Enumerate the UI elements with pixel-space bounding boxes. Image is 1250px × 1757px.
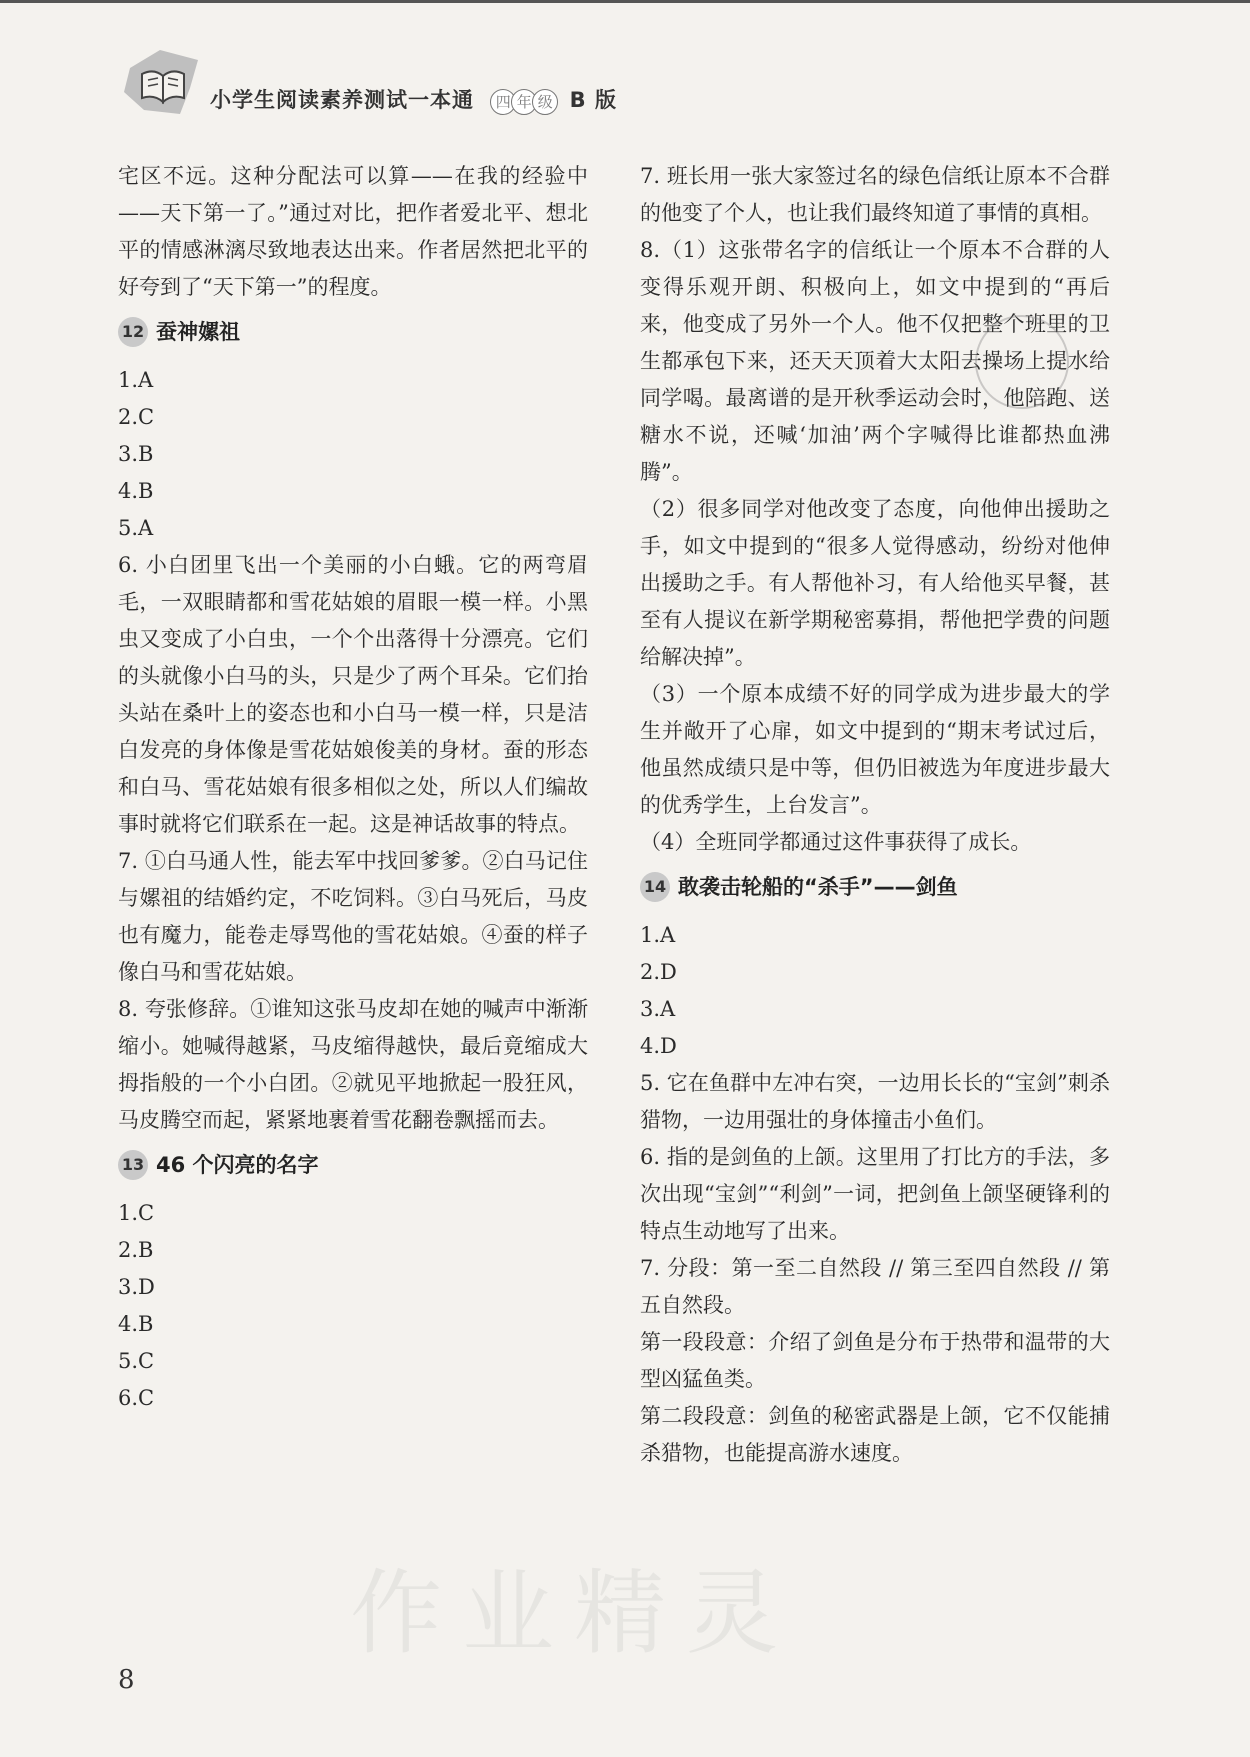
answer-paragraph: （4）全班同学都通过这件事获得了成长。 xyxy=(640,830,1032,854)
answer-paragraph: 8.（1）这张带名字的信纸让一个原本不合群的人变得乐观开朗、积极向上，如文中提到的“再后来，他变成了另外一个人。他不仅把整个班里的卫生都承包下来，还天天顶着大太阳去操场上提水给同学喝。最离谱的是开秋季运动会时，他陪跑、送糖水不说，还喊‘加油’两个字喊得比谁都热血沸腾”。 xyxy=(640,238,1110,484)
answer-item: 5.C xyxy=(118,1349,155,1373)
section-heading-12 xyxy=(118,314,588,350)
answer-item: 3.B xyxy=(118,442,154,466)
book-title xyxy=(210,84,617,115)
left-column xyxy=(118,158,588,1417)
grade-char: 年 xyxy=(511,89,537,115)
answer-paragraph: 7. 班长用一张大家签过名的绿色信纸让原本不合群的他变了个人，也让我们最终知道了事情的真相。 xyxy=(640,164,1110,225)
section-number-badge: 13 xyxy=(118,1150,148,1180)
answer-item: 1.C xyxy=(118,1201,155,1225)
section-heading-14 xyxy=(640,869,1110,905)
section-number-badge: 12 xyxy=(118,317,148,347)
answer-paragraph: 7. 分段：第一至二自然段 // 第三至四自然段 // 第五自然段。 xyxy=(640,1256,1110,1317)
answer-paragraph: （3）一个原本成绩不好的同学成为进步最大的学生并敞开了心扉，如文中提到的“期末考试过后，他虽然成绩只是中等，但仍旧被选为年度进步最大的优秀学生，上台发言”。 xyxy=(640,682,1110,817)
answer-item: 1.A xyxy=(640,923,676,947)
grade-badge xyxy=(490,88,553,115)
answer-paragraph: 8. 夸张修辞。①谁知这张马皮却在她的喊声中渐渐缩小。她喊得越紧，马皮缩得越快，最后竟缩成大拇指般的一个小白团。②就见平地掀起一股狂风，马皮腾空而起，紧紧地裹着雪花翻卷飘摇而去。 xyxy=(118,997,588,1132)
answer-item: 4.B xyxy=(118,1312,154,1336)
answer-paragraph: 第一段段意：介绍了剑鱼是分布于热带和温带的大型凶猛鱼类。 xyxy=(640,1330,1110,1391)
answer-paragraph: 第二段段意：剑鱼的秘密武器是上颌，它不仅能捕杀猎物，也能提高游水速度。 xyxy=(640,1404,1110,1465)
answer-item: 2.C xyxy=(118,405,155,429)
section-title: 蚕神嫘祖 xyxy=(156,320,240,344)
answer-item: 5.A xyxy=(118,516,154,540)
answer-paragraph: 7. ①白马通人性，能去军中找回爹爹。②白马记住与嫘祖的结婚约定，不吃饲料。③白马死后，马皮也有魔力，能卷走辱骂他的雪花姑娘。④蚕的样子像白马和雪花姑娘。 xyxy=(118,849,588,984)
answer-item: 6.C xyxy=(118,1386,155,1410)
answer-item: 1.A xyxy=(118,368,154,392)
answer-paragraph: 6. 指的是剑鱼的上颌。这里用了打比方的手法，多次出现“宝剑”“利剑”一词，把剑鱼上颌坚硬锋利的特点生动地写了出来。 xyxy=(640,1145,1110,1243)
answer-item: 3.A xyxy=(640,997,676,1021)
watermark: 作业精灵 xyxy=(350,1560,799,1667)
answer-paragraph: 5. 它在鱼群中左冲右突，一边用长长的“宝剑”刺杀猎物，一边用强壮的身体撞击小鱼们。 xyxy=(640,1071,1110,1132)
page-header xyxy=(120,48,680,118)
answer-paragraph: 6. 小白团里飞出一个美丽的小白蛾。它的两弯眉毛，一双眼睛都和雪花姑娘的眉眼一模一样。小黑虫又变成了小白虫，一个个出落得十分漂亮。它们的头就像小白马的头，只是少了两个耳朵。它们抬头站在桑叶上的姿态也和小白马一模一样，只是洁白发亮的身体像是雪花姑娘俊美的身材。蚕的形态和白马、雪花姑娘有很多相似之处，所以人们编故事时就将它们联系在一起。这是神话故事的特点。 xyxy=(118,553,588,836)
section-heading-13 xyxy=(118,1147,588,1183)
answer-item: 4.D xyxy=(640,1034,677,1058)
grade-char: 级 xyxy=(532,89,558,115)
answer-paragraph: （2）很多同学对他改变了态度，向他伸出援助之手，如文中提到的“很多人觉得感动，纷纷对他伸出援助之手。有人帮他补习，有人给他买早餐，甚至有人提议在新学期秘密募捐，帮他把学费的问题给解决掉”。 xyxy=(640,497,1110,669)
page-number: 8 xyxy=(118,1665,135,1695)
answer-item: 2.B xyxy=(118,1238,154,1262)
edition-label: B 版 xyxy=(569,88,617,112)
top-rule xyxy=(0,0,1250,3)
answer-item: 4.B xyxy=(118,479,154,503)
answer-item: 3.D xyxy=(118,1275,155,1299)
section-title: 敢袭击轮船的“杀手”——剑鱼 xyxy=(678,875,958,899)
answer-item: 2.D xyxy=(640,960,677,984)
intro-paragraph: 宅区不远。这种分配法可以算——在我的经验中——天下第一了。”通过对比，把作者爱北平、想北平的情感淋漓尽致地表达出来。作者居然把北平的好夸到了“天下第一”的程度。 xyxy=(118,164,588,299)
open-book-icon xyxy=(120,48,206,118)
faint-stamp xyxy=(975,315,1069,409)
grade-char: 四 xyxy=(490,89,516,115)
book-title-text: 小学生阅读素养测试一本通 xyxy=(210,88,474,112)
section-number-badge: 14 xyxy=(640,872,670,902)
section-title: 46 个闪亮的名字 xyxy=(156,1153,319,1177)
